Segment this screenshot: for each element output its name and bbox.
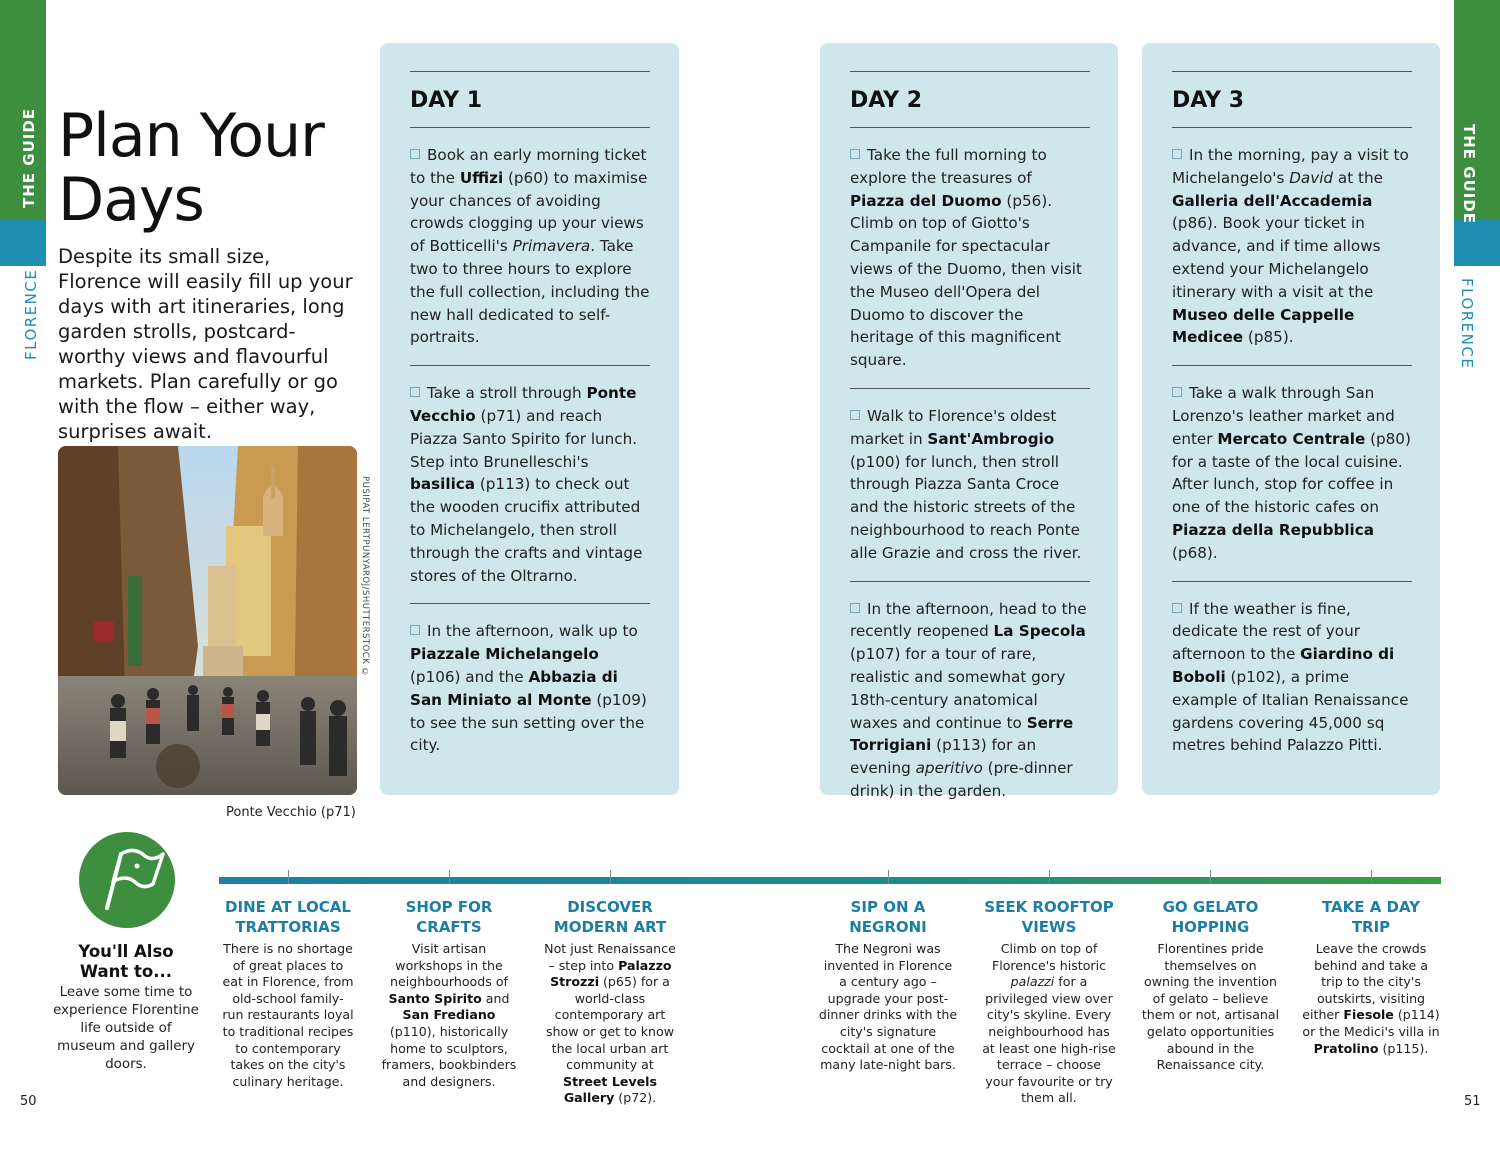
timeline-tick <box>888 870 889 884</box>
checkbox-icon <box>850 603 860 613</box>
activity-heading: SIP ON A NEGRONI <box>849 898 927 936</box>
itinerary-item: Walk to Florence's oldest market in Sant'Ambrogio (p100) for lunch, then stroll through Piazza Santa Croce and the historic streets of the neighbourhood to reach Ponte alle Grazie and cross the river. <box>850 388 1090 581</box>
checkbox-icon <box>850 410 860 420</box>
side-label-guide-right: THE GUIDE <box>1460 124 1478 225</box>
timeline-tick <box>1371 870 1372 884</box>
checkbox-icon <box>410 149 420 159</box>
activity-modern-art <box>542 898 678 1107</box>
activity-text: Visit artisan workshops in the neighbourhoods of Santo Spirito and San Frediano (p110), historically home to sculptors, framers, bookbinders and designers. <box>381 941 517 1089</box>
activity-shop <box>380 898 518 1090</box>
activity-text: The Negroni was invented in Florence a century ago – upgrade your post-dinner drinks with the city's signature cocktail at one of the many late-night bars. <box>818 941 958 1073</box>
timeline-tick <box>288 870 289 884</box>
itinerary-item: In the afternoon, walk up to Piazzale Michelangelo (p106) and the Abbazia di San Miniato al Monte (p109) to see the sun setting over the city. <box>410 603 650 773</box>
itinerary-item: Take a walk through San Lorenzo's leather market and enter Mercato Centrale (p80) for a taste of the local cuisine. After lunch, stop for coffee in one of the historic cafes on Piazza della Repubblica (p68). <box>1172 365 1412 580</box>
timeline-tick <box>610 870 611 884</box>
itinerary-item: Book an early morning ticket to the Uffizi (p60) to maximise your chances of avoiding crowds clogging up your views of Botticelli's Primavera. Take two to three hours to explore the full collection, including the new hall dedicated to self-portraits. <box>410 146 650 347</box>
activity-heading: TAKE A DAY TRIP <box>1321 898 1421 936</box>
page-title-line2: Days <box>58 165 204 235</box>
activity-dine <box>222 898 354 1090</box>
intro-text: Despite its small size, Florence will easily fill up your days with art itineraries, long garden strolls, postcard-worthy views and flavourful markets. Plan carefully or go with the flow – either way, surprises await. <box>58 245 353 443</box>
itinerary-item: Take the full morning to explore the treasures of Piazza del Duomo (p56). Climb on top of Giotto's Campanile for spectacular views of the Duomo, then visit the Museo dell'Opera del Duomo to discover the heritage of this magnificent square. <box>850 146 1082 370</box>
checkbox-icon <box>410 387 420 397</box>
activity-rooftop <box>981 898 1117 1107</box>
activity-heading: DINE AT LOCAL TRATTORIAS <box>225 898 351 936</box>
activity-text: Climb on top of Florence's historic palazzi for a privileged view over city's skyline. Every neighbourhood has at least one high-rise terrace – choose your favourite or try them all. <box>982 941 1116 1106</box>
activity-day-trip <box>1302 898 1440 1057</box>
day-title: DAY 3 <box>1172 88 1245 113</box>
itinerary-item: Take a stroll through Ponte Vecchio (p71) and reach Piazza Santo Spirito for lunch. Step into Brunelleschi's basilica (p113) to check out the wooden crucifix attributed to Michelangelo, then stroll through the crafts and vintage stores of the Oltrarno. <box>410 365 650 603</box>
day-title: DAY 1 <box>410 88 483 113</box>
side-tab-blue-right <box>1454 220 1500 266</box>
day-title: DAY 2 <box>850 88 923 113</box>
checkbox-icon <box>1172 603 1182 613</box>
itinerary-item: In the morning, pay a visit to Michelangelo's David at the Galleria dell'Accademia (p86). Book your ticket in advance, and if time allows extend your Michelangelo itinerary with a visit at the Museo delle Cappelle Medicee (p85). <box>1172 146 1409 347</box>
activity-text: Florentines pride themselves on owning the invention of gelato – believe them or not, artisanal gelato opportunities abound in the Renaissance city. <box>1141 941 1280 1073</box>
side-tab-blue-left <box>0 220 46 266</box>
street-photo-image <box>58 446 357 795</box>
activity-heading: SEEK ROOFTOP VIEWS <box>984 898 1114 936</box>
activity-text: Not just Renaissance – step into Palazzo Strozzi (p65) for a world-class contemporary art show or get to know the local urban art community at Street Levels Gallery (p72). <box>544 941 676 1106</box>
checkbox-icon <box>850 149 860 159</box>
page-title <box>58 101 324 235</box>
timeline-tick <box>1049 870 1050 884</box>
activity-negroni <box>818 898 958 1074</box>
timeline-tick <box>449 870 450 884</box>
day-card-1 <box>380 43 679 795</box>
side-label-city-right: FLORENCE <box>1458 278 1476 370</box>
itinerary-item: If the weather is fine, dedicate the rest of your afternoon to the Giardino di Boboli (p102), a prime example of Italian Renaissance gardens covering 45,000 sq metres behind Palazzo Pitti. <box>1172 581 1412 774</box>
also-text: Leave some time to experience Florentine life outside of museum and gallery doors. <box>53 985 199 1072</box>
activity-text: Leave the crowds behind and take a trip to the city's outskirts, visiting either Fiesole (p114) or the Medici's villa in Pratolino (p115). <box>1302 941 1440 1056</box>
side-label-city-left: FLORENCE <box>22 268 40 360</box>
activity-text: There is no shortage of great places to eat in Florence, from old-school family-run restaurants loyal to traditional recipes to contemporary takes on the city's culinary heritage. <box>222 941 354 1089</box>
page-number-left: 50 <box>20 1094 37 1109</box>
activity-gelato <box>1140 898 1281 1074</box>
photo-caption: Ponte Vecchio (p71) <box>226 805 356 820</box>
side-label-guide-left: THE GUIDE <box>20 107 38 208</box>
photo-credit: PUSIPAT LERTPUNYAROJ/SHUTTERSTOCK © <box>360 476 370 678</box>
checkbox-icon <box>1172 387 1182 397</box>
checkbox-icon <box>410 625 420 635</box>
timeline-tick <box>1210 870 1211 884</box>
day-card-2 <box>820 43 1118 800</box>
day-card-3 <box>1142 43 1440 795</box>
checkbox-icon <box>1172 149 1182 159</box>
activity-heading: DISCOVER MODERN ART <box>553 898 667 936</box>
itinerary-item: In the afternoon, head to the recently reopened La Specola (p107) for a tour of rare, realistic and somewhat gory 18th-century anatomical waxes and continue to Serre Torrigiani (p113) for an evening aperitivo (pre-dinner drink) in the garden. <box>850 581 1090 819</box>
activity-heading: GO GELATO HOPPING <box>1162 898 1259 936</box>
also-title: You'll Also Want to... <box>78 942 174 981</box>
flag-icon <box>79 832 175 928</box>
street-photo <box>58 446 357 795</box>
page-number-right: 51 <box>1464 1094 1481 1109</box>
activity-heading: SHOP FOR CRAFTS <box>405 898 493 936</box>
timeline-bar <box>219 877 1441 884</box>
page-title-line1: Plan Your <box>58 101 324 171</box>
